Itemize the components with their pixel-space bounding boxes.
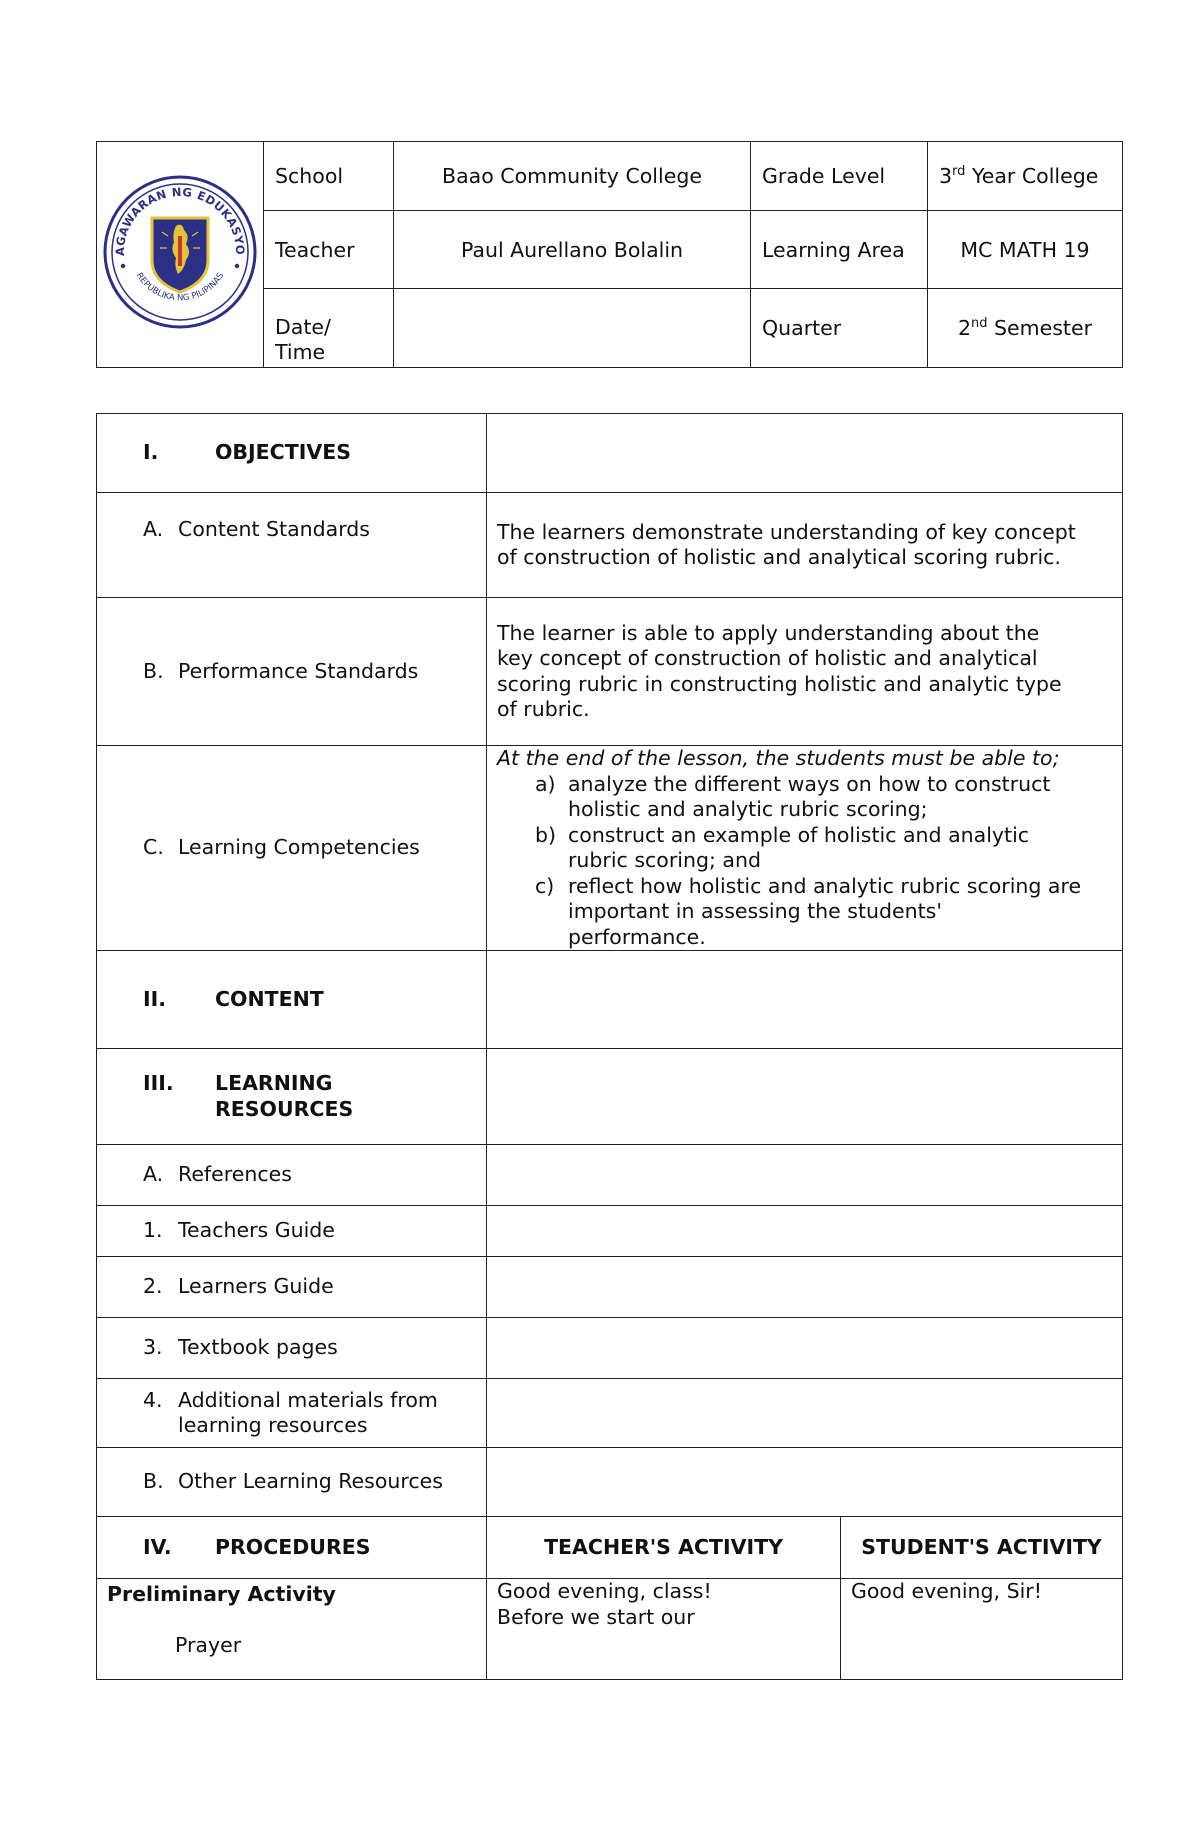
competencies-list (497, 772, 1110, 951)
list-item: a) analyze the different ways on how to construct holistic and analytic rubric scoring; (535, 771, 1051, 821)
procedures-heading: IV. PROCEDURES (97, 1517, 487, 1579)
quarter-label: Quarter (751, 289, 928, 368)
learning-area-value: MC MATH 19 (928, 211, 1123, 289)
content-heading: II. CONTENT (97, 951, 487, 1049)
learning-competencies-label: C. Learning Competencies (97, 746, 487, 951)
content-value (487, 951, 1123, 1049)
other-resources-row (97, 1448, 1123, 1517)
header-table (96, 141, 1123, 368)
learners-guide-value (487, 1257, 1123, 1318)
teacher-preliminary-text: Good evening, class! Before we start our (487, 1579, 841, 1680)
content-standards-text: The learners demonstrate understanding of key concept of construction of holistic and analytical scoring rubric. (487, 493, 1123, 598)
list-item: b) construct an example of holistic and analytic rubric scoring; and (535, 822, 1030, 872)
performance-standards-row (97, 598, 1123, 746)
teachers-guide-label: 1. Teachers Guide (97, 1206, 487, 1257)
date-time-value (394, 289, 751, 368)
additional-materials-row (97, 1379, 1123, 1448)
content-row (97, 951, 1123, 1049)
teacher-activity-header: TEACHER'S ACTIVITY (487, 1517, 841, 1579)
references-value (487, 1145, 1123, 1206)
references-label: A. References (97, 1145, 487, 1206)
grade-level-value: 3rd Year College (928, 142, 1123, 211)
preliminary-activity-cell (97, 1579, 487, 1680)
seal-inner-text: REPUBLIKA NG PILIPINAS (133, 271, 227, 304)
list-item: c) reflect how holistic and analytic rubric scoring are important in assessing the students' performance. (535, 873, 1082, 949)
learners-guide-label: 2. Learners Guide (97, 1257, 487, 1318)
other-resources-value (487, 1448, 1123, 1517)
additional-materials-value (487, 1379, 1123, 1448)
deped-seal-icon (102, 174, 258, 330)
date-time-label: Date/ Time (264, 289, 394, 368)
procedures-row (97, 1517, 1123, 1579)
learning-area-label: Learning Area (751, 211, 928, 289)
learning-resources-value (487, 1049, 1123, 1145)
references-row (97, 1145, 1123, 1206)
learning-competencies-row (97, 746, 1123, 951)
prayer-label: Prayer (175, 1632, 242, 1657)
teachers-guide-value (487, 1206, 1123, 1257)
objectives-heading: I. OBJECTIVES (97, 414, 487, 493)
learners-guide-row (97, 1257, 1123, 1318)
textbook-pages-value (487, 1318, 1123, 1379)
additional-materials-label: 4. Additional materials from learning resources (97, 1379, 487, 1448)
competencies-intro: At the end of the lesson, the students must be able to; (497, 746, 1060, 770)
preliminary-activity-row (97, 1579, 1123, 1680)
preliminary-activity-heading: Preliminary Activity (107, 1582, 336, 1606)
learning-resources-heading: III. LEARNING RESOURCES (97, 1049, 487, 1145)
student-preliminary-text: Good evening, Sir! (841, 1579, 1123, 1680)
learning-competencies-text (487, 746, 1123, 951)
objectives-value (487, 414, 1123, 493)
performance-standards-label: B. Performance Standards (97, 598, 487, 746)
content-standards-label: A. Content Standards (97, 493, 487, 598)
logo-cell (97, 142, 264, 368)
teacher-label: Teacher (264, 211, 394, 289)
student-activity-header: STUDENT'S ACTIVITY (841, 1517, 1123, 1579)
performance-standards-text: The learner is able to apply understanding about the key concept of construction of holistic and analytical scoring rubric in constructing holistic and analytic type of rubric. (487, 598, 1123, 746)
textbook-pages-label: 3. Textbook pages (97, 1318, 487, 1379)
objectives-row (97, 414, 1123, 493)
teachers-guide-row (97, 1206, 1123, 1257)
seal-outer-text: AGAWARAN NG EDUKASYO (112, 184, 248, 257)
quarter-value: 2nd Semester (928, 289, 1123, 368)
lesson-plan-table (96, 413, 1123, 1680)
learning-resources-row (97, 1049, 1123, 1145)
content-standards-row (97, 493, 1123, 598)
grade-level-label: Grade Level (751, 142, 928, 211)
school-value: Baao Community College (394, 142, 751, 211)
textbook-pages-row (97, 1318, 1123, 1379)
school-label: School (264, 142, 394, 211)
other-resources-label: B. Other Learning Resources (97, 1448, 487, 1517)
teacher-value: Paul Aurellano Bolalin (394, 211, 751, 289)
